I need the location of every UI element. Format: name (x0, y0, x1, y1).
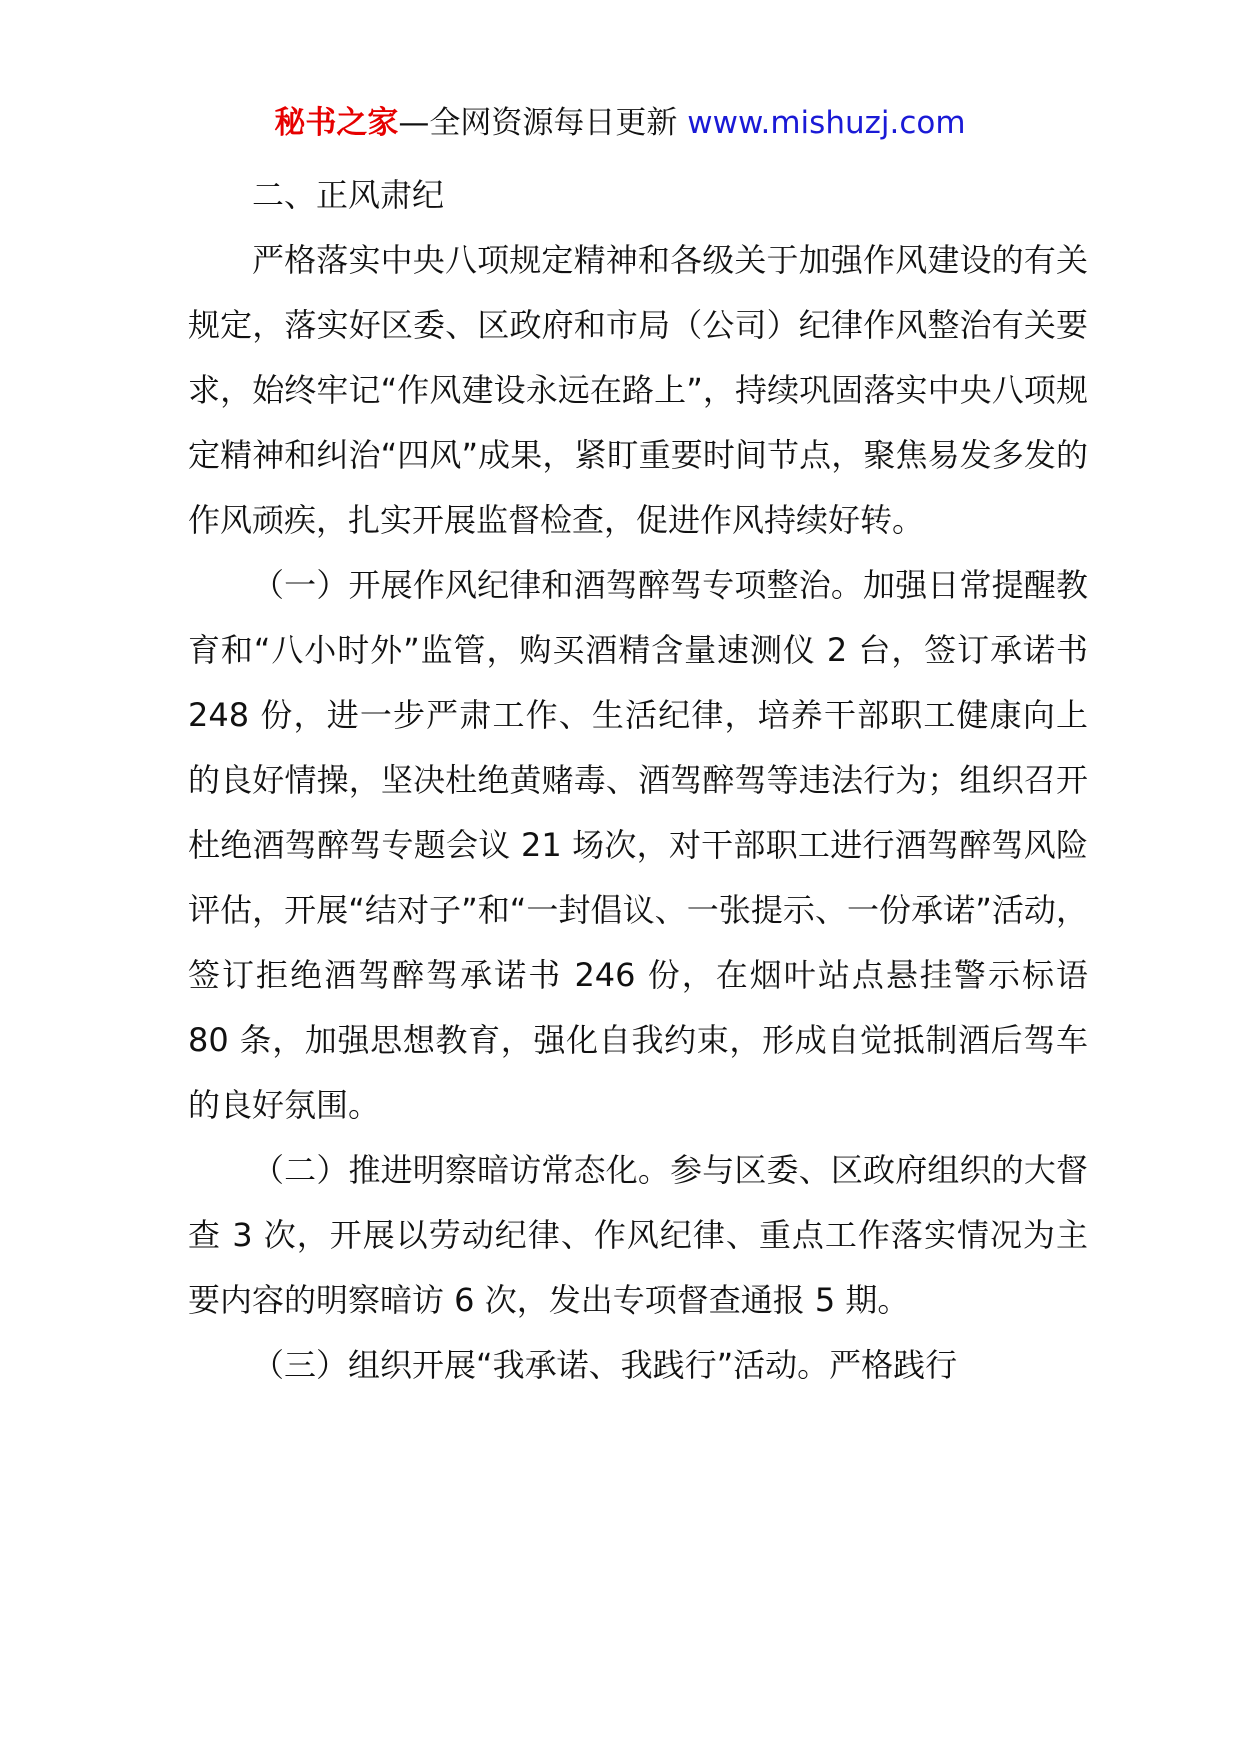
header-brand: 秘书之家 (274, 105, 399, 141)
paragraph-item-2: （二）推进明察暗访常态化。参与区委、区政府组织的大督查 3 次，开展以劳动纪律、作风纪律、重点工作落实情况为主要内容的明察暗访 6 次，发出专项督查通报 5 期。 (188, 1151, 1088, 1319)
paragraph-item-3: （三）组织开展“我承诺、我践行”活动。严格践行 (252, 1346, 958, 1384)
header-url-link[interactable]: www.mishuzj.com (687, 105, 966, 141)
page-header (0, 100, 1240, 146)
section-heading: 二、正风肃纪 (252, 176, 445, 214)
paragraph-intro: 严格落实中央八项规定精神和各级关于加强作风建设的有关规定，落实好区委、区政府和市局（公司）纪律作风整治有关要求，始终牢记“作风建设永远在路上”，持续巩固落实中央八项规定精神和纠治“四风”成果，紧盯重要时间节点，聚焦易发多发的作风顽疾，扎实开展监督检查，促进作风持续好转。 (188, 241, 1088, 539)
paragraph-item-1: （一）开展作风纪律和酒驾醉驾专项整治。加强日常提醒教育和“八小时外”监管，购买酒精含量速测仪 2 台，签订承诺书 248 份，进一步严肃工作、生活纪律，培养干部职工健康向上的良好情操，坚决杜绝黄赌毒、酒驾醉驾等违法行为；组织召开杜绝酒驾醉驾专题会议 21 场次，对干部职工进行酒驾醉驾风险评估，开展“结对子”和“一封倡议、一张提示、一份承诺”活动，签订拒绝酒驾醉驾承诺书 246 份，在烟叶站点悬挂警示标语 80 条，加强思想教育，强化自我约束，形成自觉抵制酒后驾车的良好氛围。 (188, 566, 1088, 1124)
document-body (188, 163, 1088, 1398)
header-slogan: —全网资源每日更新 (398, 105, 688, 141)
